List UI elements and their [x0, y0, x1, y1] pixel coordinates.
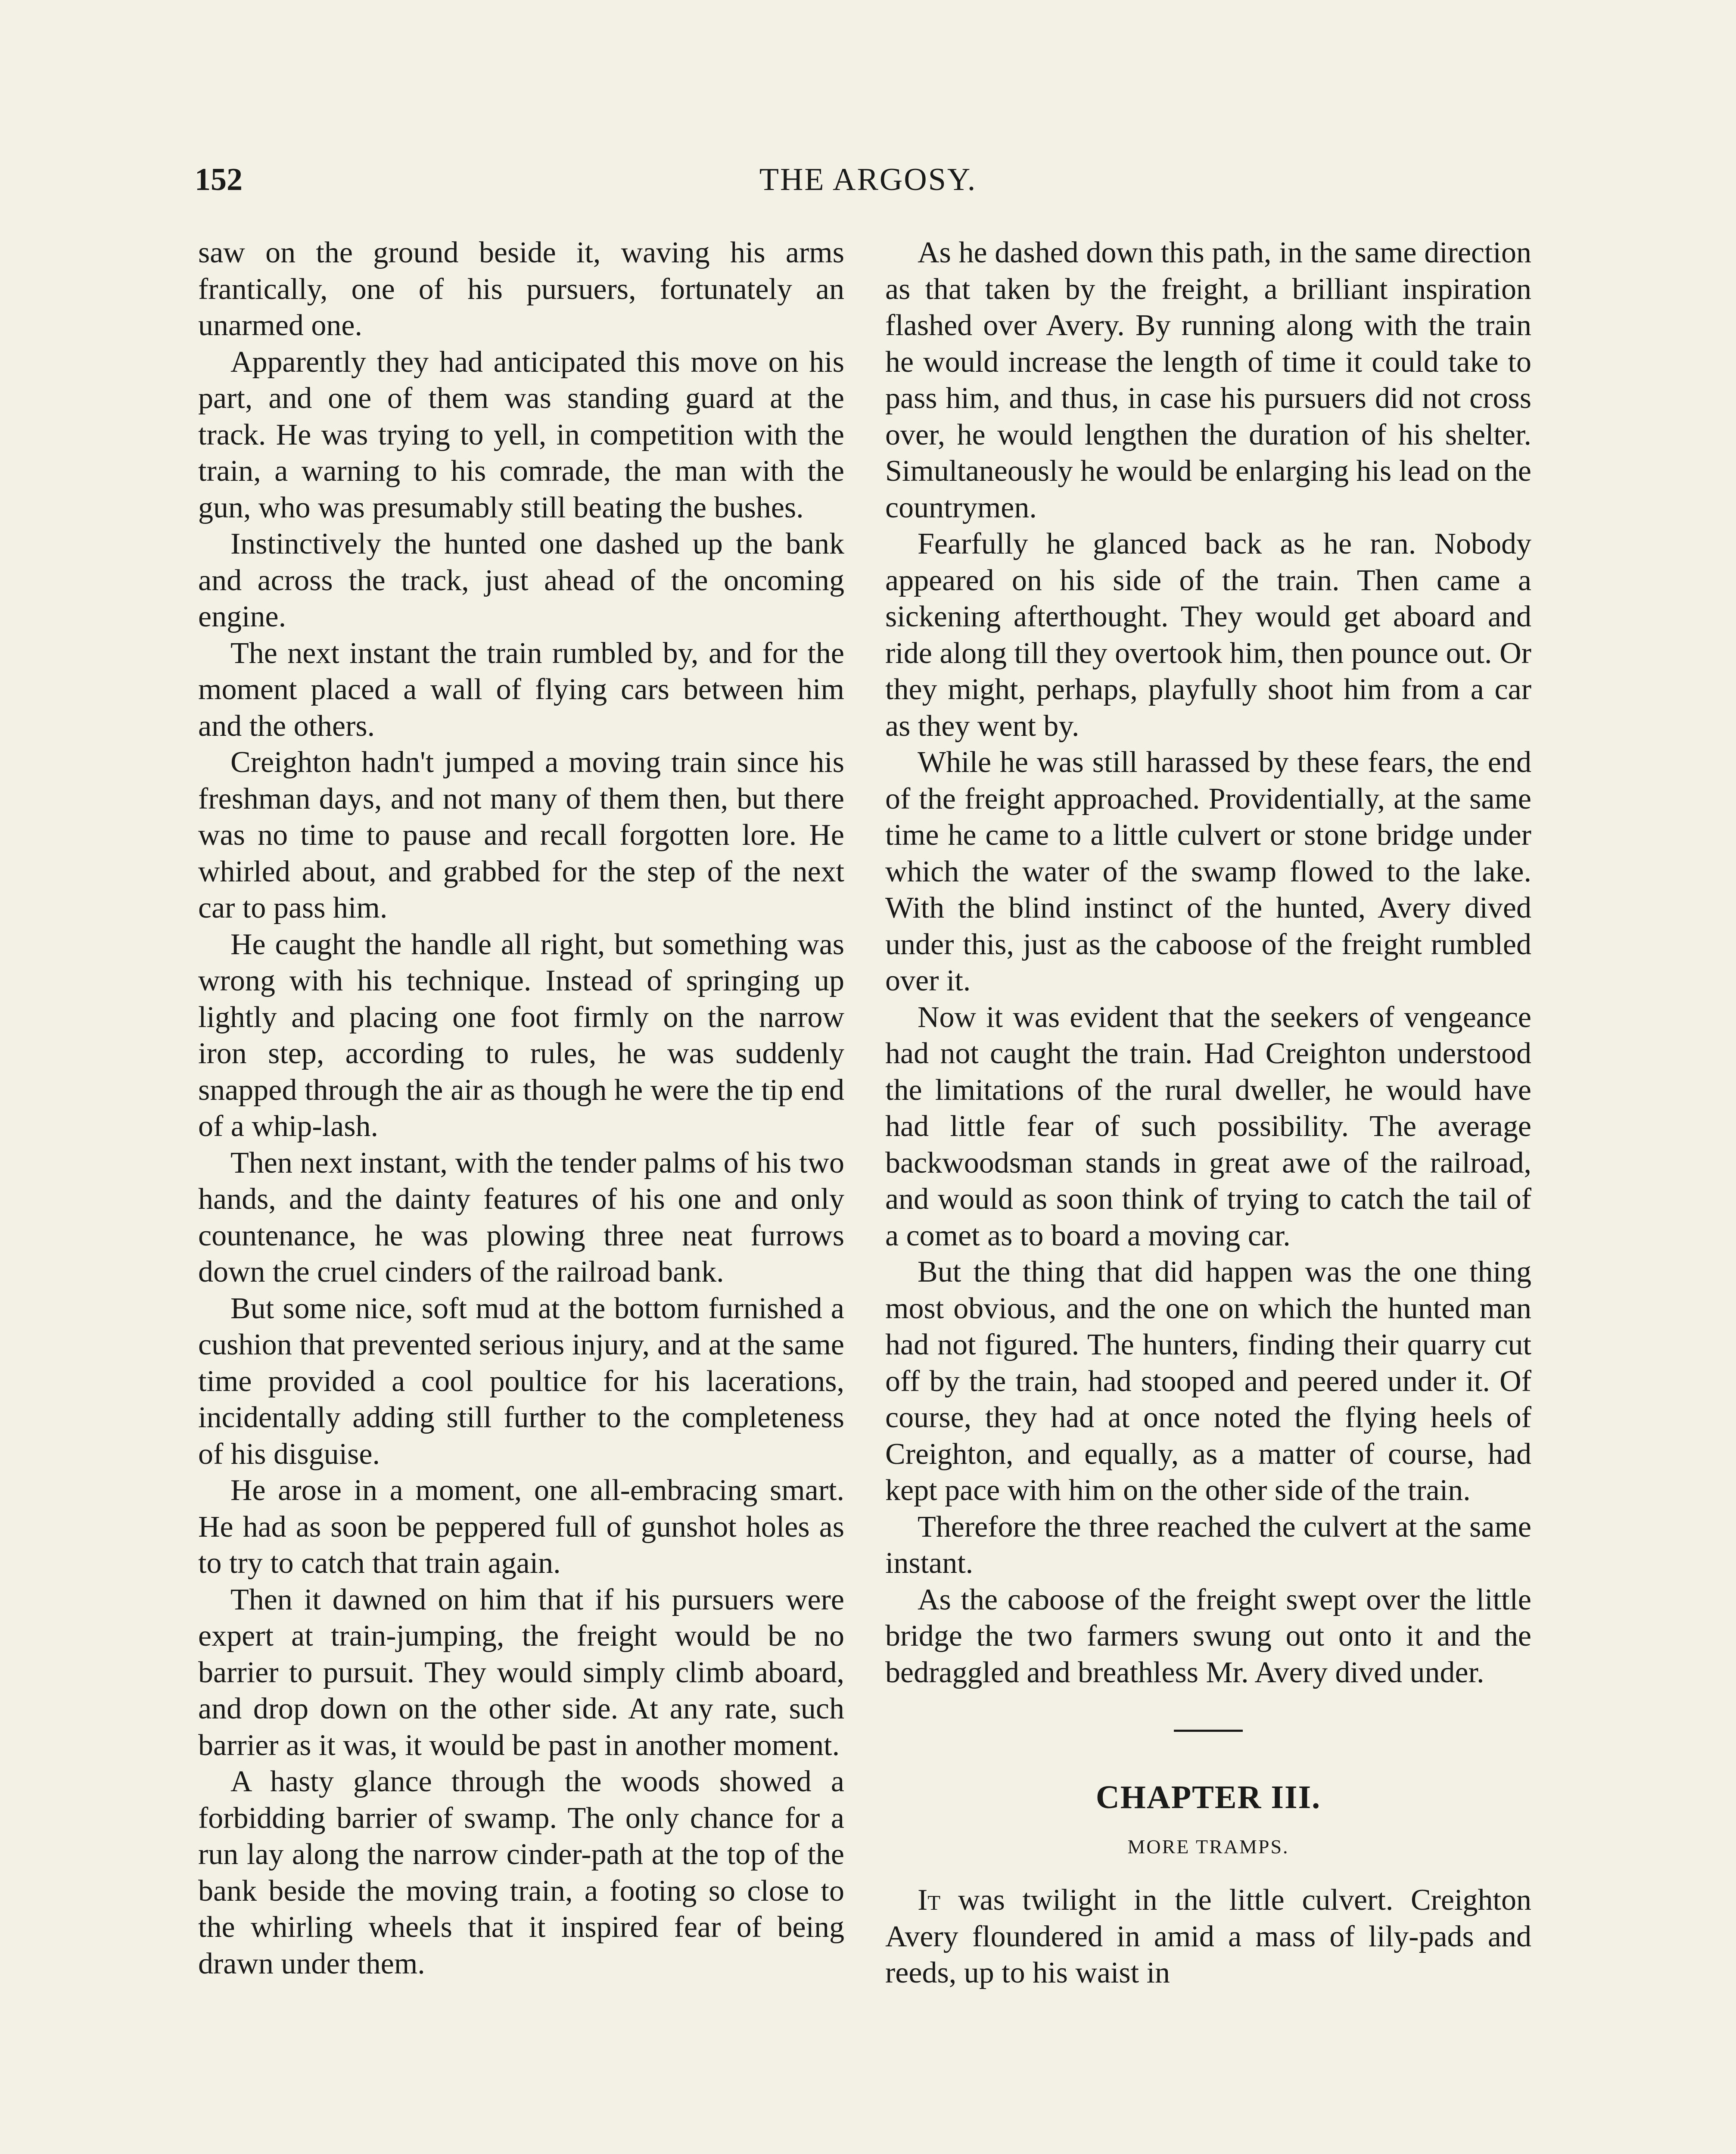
paragraph: Creighton hadn't jumped a moving train since his freshman days, and not many of them then, but there was no time to pause and recall forgotten lore. He whirled about, and grabbed for the step of the next car to pass him. — [198, 746, 844, 924]
paragraph: Then it dawned on him that if his pursuers were expert at train-jumping, the freight would be no barrier to pursuit. They would simply climb aboard, and drop down on the other side. At any rate, such barrier as it was, it would be past in another moment. — [198, 1583, 844, 1762]
paragraph: Then next instant, with the tender palms of his two hands, and the dainty features of his one and only countenance, he was plowing three neat furrows down the cruel cinders of the railroad bank. — [198, 1146, 844, 1289]
paragraph: Now it was evident that the seekers of vengeance had not caught the train. Had Creighton understood the limitations of the rural dweller, he would have had little fear of such possibility. The average backwoodsman stands in great awe of the railroad, and would as soon think of trying to catch the tail of a comet as to board a moving car. — [885, 1000, 1531, 1252]
paragraph: Apparently they had anticipated this move on his part, and one of them was standing guard at the track. He was trying to yell, in competition with the train, a warning to his comrade, the man with the gun, who was presumably still beating the bushes. — [198, 345, 844, 524]
paragraph: As he dashed down this path, in the same direction as that taken by the freight, a brilliant inspiration flashed over Avery. By running along with the train he would increase the length of time it could take to pass him, and thus, in case his pursuers did not cross over, he would lengthen the duration of his shelter. Simultaneously he would be enlarging his lead on the countrymen. — [885, 236, 1531, 524]
paragraph: He arose in a moment, one all-embracing smart. He had as soon be peppered full of gunshot holes as to try to catch that train again. — [198, 1474, 844, 1580]
chapter-opening-text: was twilight in the little culvert. Creighton Avery floundered in amid a mass of lily-pads and reeds, up to his waist in — [885, 1883, 1531, 1989]
right-column — [885, 235, 1531, 1992]
chapter-subtitle: MORE TRAMPS. — [1127, 1835, 1289, 1858]
paragraph: The next instant the train rumbled by, and for the moment placed a wall of flying cars between him and the others. — [198, 636, 844, 743]
paragraph: But the thing that did happen was the one thing most obvious, and the one on which the hunted man had not figured. The hunters, finding their quarry cut off by the train, had stooped and peered under it. Of course, they had at once noted the flying heels of Creighton, and equally, as a matter of course, had kept pace with him on the other side of the train. — [885, 1255, 1531, 1507]
chapter-title: CHAPTER III. — [1095, 1779, 1321, 1815]
paragraph: Fearfully he glanced back as he ran. Nobody appeared on his side of the train. Then came a sickening afterthought. They would get aboard and ride along till they overtook him, then pounce out. Or they might, perhaps, playfully shoot him from a car as they went by. — [885, 527, 1531, 743]
paragraph: Therefore the three reached the culvert at the same instant. — [885, 1510, 1531, 1580]
paragraph: Instinctively the hunted one dashed up the bank and across the track, just ahead of the oncoming engine. — [198, 527, 844, 633]
paragraph: A hasty glance through the woods showed a forbidding barrier of swamp. The only chance for a run lay along the narrow cinder-path at the top of the bank beside the moving train, a footing so close to the whirling wheels that it inspired fear of being drawn under them. — [198, 1765, 844, 1980]
section-divider — [1174, 1730, 1243, 1732]
paragraph: While he was still harassed by these fears, the end of the freight approached. Providentially, at the same time he came to a little culvert or stone bridge under which the water of the swamp flowed to the lake. With the blind instinct of the hunted, Avery dived under this, just as the caboose of the freight rumbled over it. — [885, 746, 1531, 997]
chapter-opening-paragraph — [885, 1882, 1531, 1992]
paragraph: As the caboose of the freight swept over the little bridge the two farmers swung out onto it and the bedraggled and breathless Mr. Avery dived under. — [885, 1583, 1531, 1689]
running-head: THE ARGOSY. — [759, 162, 977, 197]
page-number: 152 — [195, 162, 243, 197]
left-column — [198, 235, 844, 1982]
paragraph: He caught the handle all right, but something was wrong with his technique. Instead of springing up lightly and placing one foot firmly on the narrow iron step, according to rules, he was suddenly snapped through the air as though he were the tip end of a whip-lash. — [198, 928, 844, 1143]
paragraph: saw on the ground beside it, waving his arms frantically, one of his pursuers, fortunately an unarmed one. — [198, 236, 844, 342]
chapter-lead-in: It — [918, 1883, 941, 1917]
paragraph: But some nice, soft mud at the bottom furnished a cushion that prevented serious injury, and at the same time provided a cool poultice for his lacerations, incidentally adding still further to the completeness of his disguise. — [198, 1292, 844, 1471]
